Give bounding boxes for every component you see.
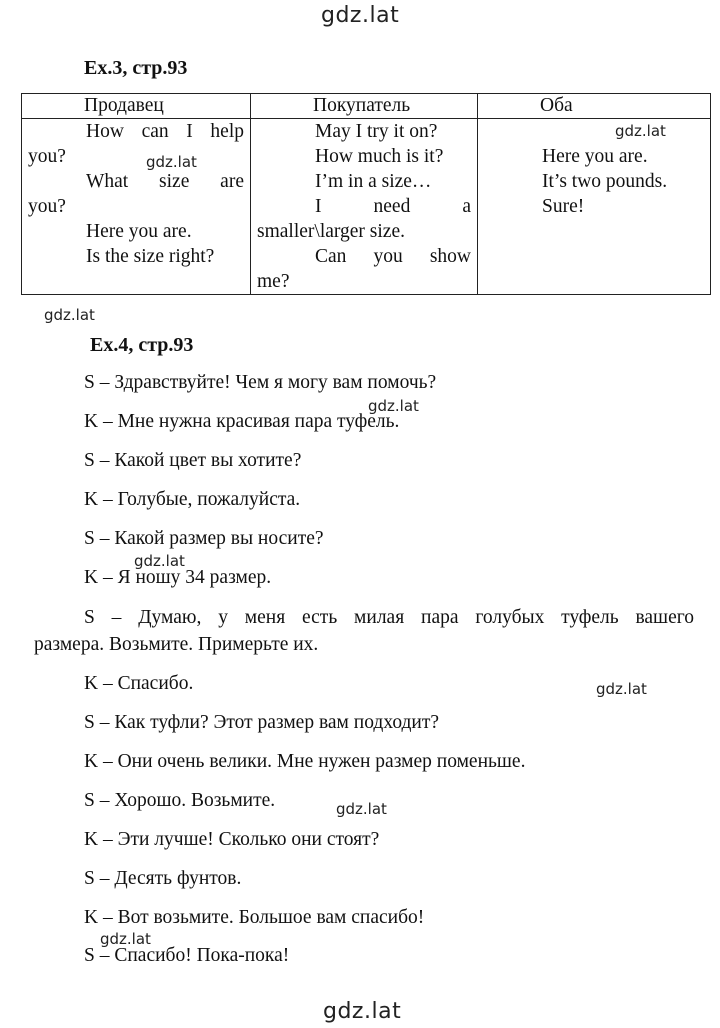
dialogue-line: S – Здравствуйте! Чем я могу вам помочь?	[84, 372, 437, 393]
dialogue-line: S – Думаю, у меня есть милая пара голубых туфель вашего	[84, 607, 694, 628]
seller-phrase: you?	[28, 146, 66, 167]
watermark: gdz.lat	[368, 397, 419, 415]
dialogue-line: размера. Возьмите. Примерьте их.	[34, 634, 319, 655]
both-phrase: Here you are.	[542, 146, 648, 167]
ex3-heading: Ex.3, стр.93	[84, 57, 188, 79]
ex4-heading: Ex.4, стр.93	[90, 334, 194, 356]
dialogue-line: S – Десять фунтов.	[84, 868, 242, 889]
seller-phrase: What size are	[86, 171, 244, 192]
table-header-row	[22, 94, 711, 119]
watermark: gdz.lat	[44, 306, 95, 324]
dialogue-line: K – Эти лучше! Сколько они стоят?	[84, 829, 380, 850]
seller-phrase: How can I help	[86, 121, 244, 142]
watermark-top: gdz.lat	[321, 3, 400, 28]
header-seller: Продавец	[22, 94, 251, 119]
seller-phrase: you?	[28, 196, 66, 217]
dialogue-line: K – Спасибо.	[84, 673, 194, 694]
both-phrase: It’s two pounds.	[542, 171, 668, 192]
dialogue-line: S – Хорошо. Возьмите.	[84, 790, 276, 811]
dialogue-line: K – Голубые, пожалуйста.	[84, 489, 301, 510]
buyer-phrase: Can you show	[315, 246, 471, 267]
watermark: gdz.lat	[596, 680, 647, 698]
buyer-phrase: smaller\larger size.	[257, 221, 405, 242]
dialogue-line: S – Спасибо! Пока-пока!	[84, 945, 290, 966]
header-buyer: Покупатель	[251, 94, 478, 119]
dialogue-line: S – Какой размер вы носите?	[84, 528, 324, 549]
both-phrase: Sure!	[542, 196, 585, 217]
watermark: gdz.lat	[336, 800, 387, 818]
seller-phrase: Is the size right?	[86, 246, 215, 267]
watermark-bottom: gdz.lat	[323, 999, 402, 1024]
dialogue-paragraph	[34, 604, 694, 658]
dialogue-line: S – Как туфли? Этот размер вам подходит?	[84, 712, 440, 733]
both-cell	[478, 119, 711, 295]
watermark: gdz.lat	[146, 153, 197, 171]
buyer-phrase: I need a	[315, 196, 471, 217]
buyer-phrase: me?	[257, 271, 290, 292]
seller-phrase: Here you are.	[86, 221, 192, 242]
dialogue-line: K – Я ношу 34 размер.	[84, 567, 272, 588]
dialogue-line: S – Какой цвет вы хотите?	[84, 450, 302, 471]
watermark: gdz.lat	[615, 122, 666, 140]
buyer-cell	[251, 119, 478, 295]
buyer-phrase: May I try it on?	[315, 121, 438, 142]
buyer-phrase: How much is it?	[315, 146, 444, 167]
buyer-phrase: I’m in a size…	[315, 171, 432, 192]
seller-cell	[22, 119, 251, 295]
dialogue-line: K – Вот возьмите. Большое вам спасибо!	[84, 907, 425, 928]
dialogue-line: K – Они очень велики. Мне нужен размер поменьше.	[84, 751, 526, 772]
ex3-table	[21, 93, 711, 295]
dialogue-line: K – Мне нужна красивая пара туфель.	[84, 411, 400, 432]
header-both: Оба	[478, 94, 711, 119]
watermark: gdz.lat	[134, 552, 185, 570]
watermark: gdz.lat	[100, 930, 151, 948]
table-row	[22, 119, 711, 295]
